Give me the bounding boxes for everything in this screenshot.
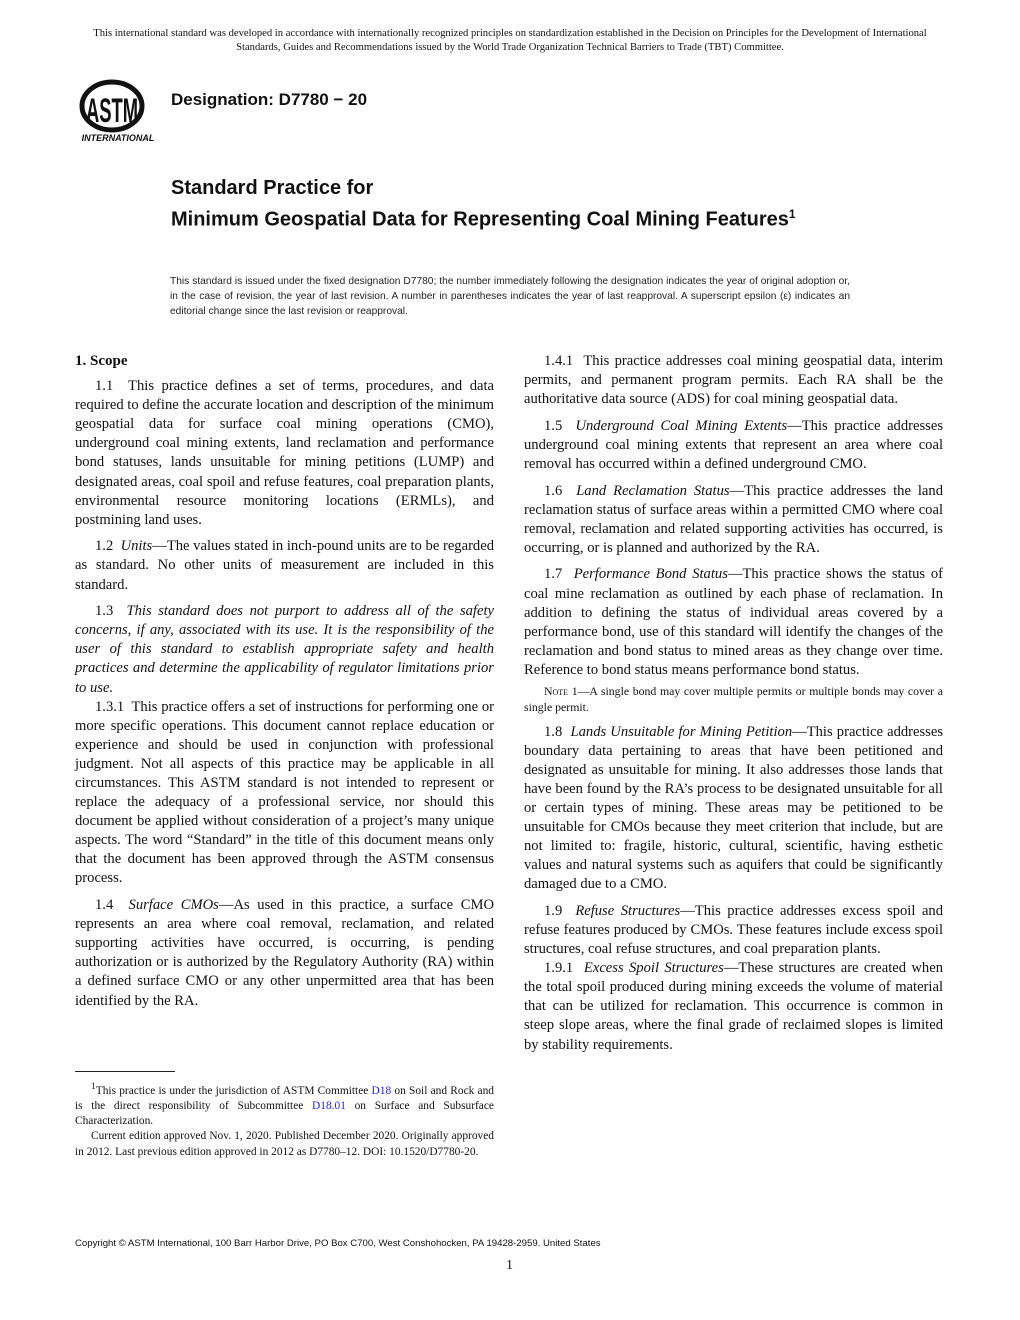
committee-link[interactable]: D18 xyxy=(371,1084,392,1097)
para-1-8 xyxy=(524,723,943,895)
para-text: —These structures are created when the total spoil produced during mining exceeds the volume of material that can be utilized for reclamation. This occurrence is common in steep slope areas, where the final grade of reclaimed slopes is limited by stability requirements. xyxy=(524,960,943,1053)
edition-note: Current edition approved Nov. 1, 2020. Published December 2020. Originally approved in 2012. Last previous edition approved in 2012 as D7780–12. DOI: 10.1520/D7780-20. xyxy=(75,1130,494,1158)
para-head: Performance Bond Status xyxy=(573,566,728,583)
para-num: 1.9.1 xyxy=(544,960,574,977)
para-num: 1.7 xyxy=(544,566,563,583)
para-1-4-1 xyxy=(524,352,943,409)
para-num: 1.5 xyxy=(544,417,563,434)
title-footnote-ref: 1 xyxy=(788,207,796,221)
para-text: This practice defines a set of terms, procedures, and data required to define the accurate location and description of the minimum geospatial data for surface coal mining operations (CMO), underground coal mining extents, land reclamation and performance bond statuses, lands unsuitable for mining petitions (LUMP) and designated areas, coal spoil and refuse features, coal preparation plants, environmental resource monitoring locations (ERMLs), and postmining land uses. xyxy=(75,378,495,528)
para-head: Underground Coal Mining Extents xyxy=(575,417,788,434)
para-num: 1.1 xyxy=(95,378,114,395)
para-1-9-1 xyxy=(524,959,943,1054)
para-1-7 xyxy=(524,565,943,680)
para-1-2 xyxy=(75,537,494,594)
title-line-2 xyxy=(171,201,871,233)
para-text: This standard does not purport to address all of the safety concerns, if any, associated with its use. It is the responsibility of the user of this standard to establish appropriate safety and health practices and determine the applicability of regulator limitations prior to use. xyxy=(75,603,494,696)
para-num: 1.4.1 xyxy=(544,353,574,369)
footnote-marker: 1 xyxy=(91,1082,96,1092)
page-number: 1 xyxy=(506,1258,513,1273)
para-1-3-1 xyxy=(75,698,494,889)
footnote-1 xyxy=(75,1080,494,1129)
svg-text:ASTM: ASTM xyxy=(86,92,138,130)
left-column xyxy=(75,352,494,1018)
copyright: Copyright © ASTM International, 100 Barr Harbor Drive, PO Box C700, West Conshohocken, PA 19428-2959. United States xyxy=(75,1238,601,1249)
para-head: Surface CMOs xyxy=(128,897,219,914)
footnotes xyxy=(75,1080,494,1160)
para-1-1 xyxy=(75,377,494,530)
subcommittee-link[interactable]: D18.01 xyxy=(312,1100,346,1112)
para-head: Land Reclamation Status xyxy=(576,482,730,499)
para-head: Refuse Structures xyxy=(575,902,681,919)
para-text: —This practice addresses underground coal mining extents that represent an area where coal removal has occurred within a defined underground CMO. xyxy=(524,417,944,472)
footnote-text: on Surface and Subsurface Characterization. xyxy=(75,1100,494,1128)
note-1 xyxy=(524,683,943,715)
para-num: 1.4 xyxy=(95,897,114,914)
section-heading-scope: 1. Scope xyxy=(75,353,128,369)
footnote-text: This practice is under the jurisdiction of ASTM Committee xyxy=(95,1084,369,1097)
para-num: 1.9 xyxy=(544,902,563,919)
astm-logo xyxy=(74,80,164,144)
para-text: —This practice addresses boundary data pertaining to areas that have been petitioned and designated as unsuitable for mining. It also addresses those lands that have been found by the RA’s process to be designated unsuitable for all or certain types of mining. These areas may be petitioned to be unsuitable for CMOs because they meet criterion that include, but are not limited to: fragile, historic, cultural, scientific, having esthetic values and natural systems such as aquifers that could be significantly damaged due to a CMO. xyxy=(524,723,944,893)
para-head: Excess Spoil Structures xyxy=(583,960,724,977)
title-line-1: Standard Practice for xyxy=(171,177,374,199)
para-text: —This practice addresses excess spoil and refuse features produced by CMOs. These features include excess spoil structures, coal refuse structures, and coal preparation plants. xyxy=(524,902,944,958)
para-num: 1.6 xyxy=(544,482,563,499)
para-head: Units xyxy=(120,538,153,555)
para-head: Lands Unsuitable for Mining Petition xyxy=(570,723,793,740)
para-1-3 xyxy=(75,602,494,697)
para-num: 1.2 xyxy=(95,538,114,555)
para-text: —The values stated in inch-pound units are to be regarded as standard. No other units of measurement are included in this standard. xyxy=(75,538,494,593)
designation: Designation: D7780 − 20 xyxy=(171,90,368,109)
para-num: 1.8 xyxy=(544,723,563,740)
para-text: —This practice addresses the land reclamation status of surface areas within a permitted CMO where coal removal, reclamation and related supporting activities has occurred, is occurring, or is planned and authorized by the RA. xyxy=(524,482,944,556)
footnote-text: on Soil and Rock and is the direct responsibility of Subcommittee xyxy=(75,1084,494,1112)
note-label: Note 1 xyxy=(544,684,578,698)
para-1-4 xyxy=(75,896,494,1011)
para-text: This practice addresses coal mining geospatial data, interim permits, and permanent program permits. Each RA shall be the authoritative data source (ADS) for coal mining geospatial data. xyxy=(524,353,943,408)
para-1-6 xyxy=(524,482,943,558)
para-text: —As used in this practice, a surface CMO represents an area where coal removal, reclamation, and related supporting activities have occurred, is occurring, is pending authorization or is authorized by the Regulatory Authority (RA) within a defined surface CMO or any other unpermitted area that has been identified by the RA. xyxy=(75,897,495,1009)
footnote-divider xyxy=(75,1071,175,1072)
right-column xyxy=(524,352,943,1062)
document-title xyxy=(171,175,871,233)
note-text: —A single bond may cover multiple permits or multiple bonds may cover a single permit. xyxy=(524,684,943,714)
para-num: 1.3 xyxy=(95,603,114,620)
svg-text:INTERNATIONAL: INTERNATIONAL xyxy=(81,133,155,143)
issuance-note: This standard is issued under the fixed designation D7780; the number immediately following the designation indicates the year of original adoption or, in the case of revision, the year of last revision. A number in parentheses indicates the year of last reapproval. A superscript epsilon (ε) indicates an editorial change since the last revision or reapproval. xyxy=(170,276,850,317)
para-num: 1.3.1 xyxy=(95,698,125,715)
para-text: —This practice shows the status of coal mine reclamation as outlined by each phase of reclamation. In addition to defining the status of individual areas covered by a performance bond, use of this standard will identify the changes of the reclamation and bond status to mined areas as they change over time. Reference to bond status means performance bond status. xyxy=(524,566,944,678)
para-1-5 xyxy=(524,417,943,474)
para-1-9 xyxy=(524,902,943,959)
wto-notice: This international standard was developed in accordance with internationally recognized principles on standardization established in the Decision on Principles for the Development of International Standards, Guides and Recommendations issued by the World Trade Organization Technical Barriers to Trade (TBT) Committee. xyxy=(93,28,927,53)
title-main: Minimum Geospatial Data for Representing Coal Mining Features xyxy=(171,208,789,231)
para-text: This practice offers a set of instructions for performing one or more specific operations. This document cannot replace education or experience and should be used in conjunction with professional judgment. Not all aspects of this practice may be applicable in all circumstances. This ASTM standard is not intended to represent or replace the adequacy of a professional service, nor should this document be applied without consideration of a project’s many unique aspects. The word “Standard” in the title of this document means only that the document has been approved through the ASTM consensus process. xyxy=(75,698,494,887)
